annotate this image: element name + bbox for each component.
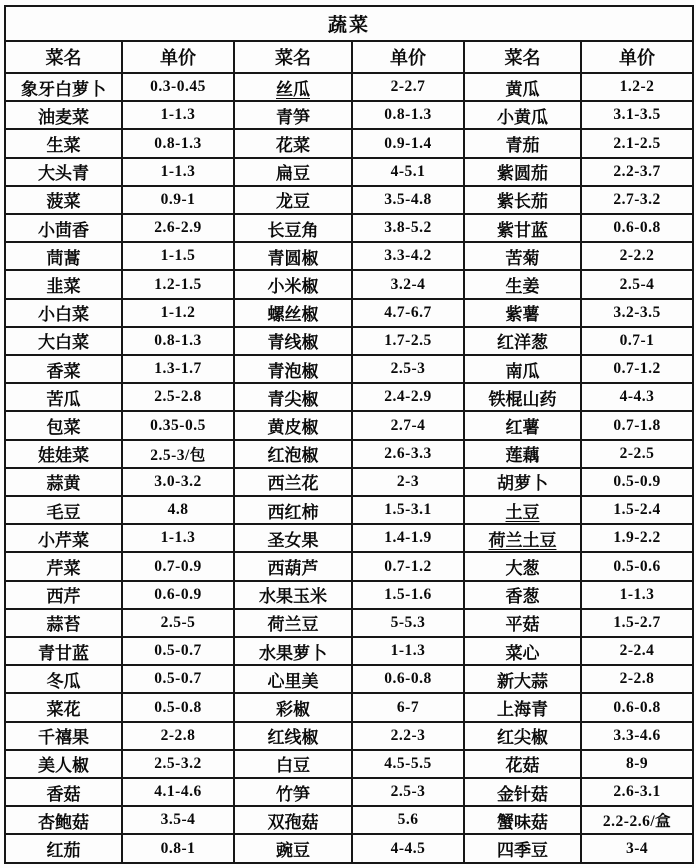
vegetable-name-cell: 油麦菜	[5, 101, 122, 129]
vegetable-name-cell: 茼蒿	[5, 242, 122, 270]
vegetable-name-cell: 菜心	[464, 637, 581, 665]
unit-price-cell: 2.1-2.5	[581, 129, 693, 157]
vegetable-name-cell: 荷兰土豆	[464, 524, 581, 552]
unit-price-cell: 1.2-2	[581, 73, 693, 101]
table-row	[5, 834, 693, 863]
unit-price-cell: 2.5-3.2	[122, 750, 234, 778]
vegetable-name-cell: 青笋	[234, 101, 352, 129]
table-row	[5, 214, 693, 242]
unit-price-cell: 2-3	[352, 468, 464, 496]
unit-price-cell: 1.5-3.1	[352, 496, 464, 524]
unit-price-cell: 3.5-4	[122, 806, 234, 834]
vegetable-name-cell: 菜花	[5, 693, 122, 721]
table-row	[5, 637, 693, 665]
unit-price-cell: 0.35-0.5	[122, 411, 234, 439]
unit-price-cell: 5.6	[352, 806, 464, 834]
vegetable-name-cell: 白豆	[234, 750, 352, 778]
table-row	[5, 609, 693, 637]
unit-price-cell: 4.7-6.7	[352, 299, 464, 327]
table-row	[5, 411, 693, 439]
unit-price-cell: 0.9-1	[122, 186, 234, 214]
table-row	[5, 327, 693, 355]
unit-price-cell: 0.6-0.8	[581, 214, 693, 242]
unit-price-cell: 2.5-5	[122, 609, 234, 637]
unit-price-cell: 1-1.3	[122, 158, 234, 186]
unit-price-cell: 1.4-1.9	[352, 524, 464, 552]
vegetable-name-cell: 蒜黄	[5, 468, 122, 496]
unit-price-cell: 4.8	[122, 496, 234, 524]
unit-price-cell: 2.2-3.7	[581, 158, 693, 186]
vegetable-name-cell: 胡萝卜	[464, 468, 581, 496]
unit-price-cell: 2.2-3	[352, 722, 464, 750]
vegetable-name-cell: 黄皮椒	[234, 411, 352, 439]
vegetable-name-cell: 红泡椒	[234, 440, 352, 468]
column-header-price: 单价	[122, 41, 234, 73]
vegetable-name-cell: 红洋葱	[464, 327, 581, 355]
table-row	[5, 581, 693, 609]
vegetable-name-cell: 包菜	[5, 411, 122, 439]
vegetable-name-cell: 青尖椒	[234, 383, 352, 411]
vegetable-name-cell: 韭菜	[5, 270, 122, 298]
unit-price-cell: 3.1-3.5	[581, 101, 693, 129]
vegetable-name-cell: 南瓜	[464, 355, 581, 383]
vegetable-name-cell: 象牙白萝卜	[5, 73, 122, 101]
vegetable-name-cell: 小芹菜	[5, 524, 122, 552]
vegetable-name-cell: 平菇	[464, 609, 581, 637]
unit-price-cell: 0.8-1.3	[352, 101, 464, 129]
vegetable-name-cell: 莲藕	[464, 440, 581, 468]
table-row	[5, 73, 693, 101]
table-row	[5, 186, 693, 214]
vegetable-name-cell: 螺丝椒	[234, 299, 352, 327]
unit-price-cell: 0.7-1.8	[581, 411, 693, 439]
unit-price-cell: 3-4	[581, 834, 693, 863]
unit-price-cell: 1.2-1.5	[122, 270, 234, 298]
price-table	[4, 5, 694, 864]
unit-price-cell: 2.6-3.1	[581, 778, 693, 806]
vegetable-name-cell: 丝瓜	[234, 73, 352, 101]
vegetable-name-cell: 青泡椒	[234, 355, 352, 383]
table-row	[5, 693, 693, 721]
unit-price-cell: 4.5-5.5	[352, 750, 464, 778]
vegetable-name-cell: 千禧果	[5, 722, 122, 750]
table-row	[5, 806, 693, 834]
vegetable-name-cell: 香菜	[5, 355, 122, 383]
vegetable-name-cell: 紫长茄	[464, 186, 581, 214]
unit-price-cell: 2.5-4	[581, 270, 693, 298]
unit-price-cell: 2.5-3/包	[122, 440, 234, 468]
vegetable-name-cell: 美人椒	[5, 750, 122, 778]
vegetable-name-cell: 西红柿	[234, 496, 352, 524]
vegetable-name-cell: 青甘蓝	[5, 637, 122, 665]
vegetable-name-cell: 冬瓜	[5, 665, 122, 693]
vegetable-name-cell: 圣女果	[234, 524, 352, 552]
unit-price-cell: 0.6-0.8	[352, 665, 464, 693]
vegetable-name-cell: 花菇	[464, 750, 581, 778]
vegetable-name-cell: 小白菜	[5, 299, 122, 327]
unit-price-cell: 4-5.1	[352, 158, 464, 186]
unit-price-cell: 0.3-0.45	[122, 73, 234, 101]
vegetable-name-cell: 扁豆	[234, 158, 352, 186]
unit-price-cell: 0.5-0.7	[122, 637, 234, 665]
unit-price-cell: 4-4.5	[352, 834, 464, 863]
vegetable-name-cell: 竹笋	[234, 778, 352, 806]
unit-price-cell: 1-1.3	[581, 581, 693, 609]
unit-price-cell: 0.6-0.9	[122, 581, 234, 609]
vegetable-name-cell: 彩椒	[234, 693, 352, 721]
unit-price-cell: 2-2.8	[581, 665, 693, 693]
vegetable-name-cell: 红薯	[464, 411, 581, 439]
unit-price-cell: 1-1.3	[122, 524, 234, 552]
unit-price-cell: 3.2-4	[352, 270, 464, 298]
unit-price-cell: 4.1-4.6	[122, 778, 234, 806]
table-row	[5, 665, 693, 693]
table-row	[5, 778, 693, 806]
unit-price-cell: 4-4.3	[581, 383, 693, 411]
table-row	[5, 101, 693, 129]
unit-price-cell: 0.7-1	[581, 327, 693, 355]
unit-price-cell: 2.6-3.3	[352, 440, 464, 468]
vegetable-name-cell: 水果玉米	[234, 581, 352, 609]
unit-price-cell: 2.5-3	[352, 355, 464, 383]
unit-price-cell: 1.3-1.7	[122, 355, 234, 383]
vegetable-name-cell: 四季豆	[464, 834, 581, 863]
unit-price-cell: 6-7	[352, 693, 464, 721]
vegetable-name-cell: 西芹	[5, 581, 122, 609]
unit-price-cell: 3.8-5.2	[352, 214, 464, 242]
column-header-name: 菜名	[234, 41, 352, 73]
vegetable-name-cell: 铁棍山药	[464, 383, 581, 411]
vegetable-name-cell: 红茄	[5, 834, 122, 863]
column-header-name: 菜名	[5, 41, 122, 73]
vegetable-name-cell: 西兰花	[234, 468, 352, 496]
vegetable-name-cell: 西葫芦	[234, 552, 352, 580]
unit-price-cell: 3.2-3.5	[581, 299, 693, 327]
unit-price-cell: 0.7-1.2	[581, 355, 693, 383]
unit-price-cell: 2.4-2.9	[352, 383, 464, 411]
unit-price-cell: 2-2.2	[581, 242, 693, 270]
vegetable-name-cell: 豌豆	[234, 834, 352, 863]
unit-price-cell: 0.8-1.3	[122, 129, 234, 157]
unit-price-cell: 1.5-1.6	[352, 581, 464, 609]
unit-price-cell: 0.7-0.9	[122, 552, 234, 580]
vegetable-name-cell: 大葱	[464, 552, 581, 580]
unit-price-cell: 0.5-0.8	[122, 693, 234, 721]
vegetable-name-cell: 小黄瓜	[464, 101, 581, 129]
table-row	[5, 355, 693, 383]
vegetable-name-cell: 蒜苔	[5, 609, 122, 637]
unit-price-cell: 1-1.5	[122, 242, 234, 270]
unit-price-cell: 2.2-2.6/盒	[581, 806, 693, 834]
unit-price-cell: 1.5-2.7	[581, 609, 693, 637]
unit-price-cell: 2-2.8	[122, 722, 234, 750]
vegetable-name-cell: 青线椒	[234, 327, 352, 355]
vegetable-name-cell: 大头青	[5, 158, 122, 186]
vegetable-name-cell: 娃娃菜	[5, 440, 122, 468]
unit-price-cell: 5-5.3	[352, 609, 464, 637]
vegetable-name-cell: 生菜	[5, 129, 122, 157]
table-row	[5, 270, 693, 298]
unit-price-cell: 1.7-2.5	[352, 327, 464, 355]
unit-price-cell: 1-1.3	[352, 637, 464, 665]
vegetable-name-cell: 苦瓜	[5, 383, 122, 411]
vegetable-name-cell: 蟹味菇	[464, 806, 581, 834]
vegetable-name-cell: 新大蒜	[464, 665, 581, 693]
unit-price-cell: 3.3-4.2	[352, 242, 464, 270]
unit-price-cell: 1.5-2.4	[581, 496, 693, 524]
unit-price-cell: 8-9	[581, 750, 693, 778]
vegetable-name-cell: 双孢菇	[234, 806, 352, 834]
table-row	[5, 552, 693, 580]
vegetable-name-cell: 长豆角	[234, 214, 352, 242]
vegetable-name-cell: 毛豆	[5, 496, 122, 524]
table-row	[5, 496, 693, 524]
column-header-price: 单价	[352, 41, 464, 73]
table-row	[5, 440, 693, 468]
table-row	[5, 750, 693, 778]
vegetable-name-cell: 紫圆茄	[464, 158, 581, 186]
vegetable-name-cell: 土豆	[464, 496, 581, 524]
vegetable-name-cell: 荷兰豆	[234, 609, 352, 637]
vegetable-name-cell: 心里美	[234, 665, 352, 693]
unit-price-cell: 2.7-3.2	[581, 186, 693, 214]
table-row	[5, 383, 693, 411]
unit-price-cell: 0.8-1	[122, 834, 234, 863]
table-row	[5, 722, 693, 750]
vegetable-name-cell: 青圆椒	[234, 242, 352, 270]
unit-price-cell: 3.3-4.6	[581, 722, 693, 750]
column-header-price: 单价	[581, 41, 693, 73]
unit-price-cell: 0.5-0.6	[581, 552, 693, 580]
title-row	[5, 6, 693, 41]
vegetable-name-cell: 水果萝卜	[234, 637, 352, 665]
unit-price-cell: 1.9-2.2	[581, 524, 693, 552]
unit-price-cell: 3.5-4.8	[352, 186, 464, 214]
unit-price-cell: 2-2.7	[352, 73, 464, 101]
unit-price-cell: 2.7-4	[352, 411, 464, 439]
vegetable-name-cell: 大白菜	[5, 327, 122, 355]
vegetable-name-cell: 龙豆	[234, 186, 352, 214]
vegetable-name-cell: 菠菜	[5, 186, 122, 214]
unit-price-cell: 3.0-3.2	[122, 468, 234, 496]
vegetable-name-cell: 香菇	[5, 778, 122, 806]
vegetable-name-cell: 花菜	[234, 129, 352, 157]
unit-price-cell: 0.6-0.8	[581, 693, 693, 721]
vegetable-name-cell: 生姜	[464, 270, 581, 298]
vegetable-name-cell: 黄瓜	[464, 73, 581, 101]
table-row	[5, 299, 693, 327]
vegetable-name-cell: 红线椒	[234, 722, 352, 750]
table-row	[5, 129, 693, 157]
unit-price-cell: 2.6-2.9	[122, 214, 234, 242]
vegetable-name-cell: 杏鲍菇	[5, 806, 122, 834]
unit-price-cell: 1-1.3	[122, 101, 234, 129]
vegetable-name-cell: 苦菊	[464, 242, 581, 270]
vegetable-name-cell: 青茄	[464, 129, 581, 157]
unit-price-cell: 0.5-0.7	[122, 665, 234, 693]
table-row	[5, 468, 693, 496]
unit-price-cell: 0.7-1.2	[352, 552, 464, 580]
vegetable-name-cell: 紫甘蓝	[464, 214, 581, 242]
column-header-name: 菜名	[464, 41, 581, 73]
unit-price-cell: 2.5-2.8	[122, 383, 234, 411]
table-row	[5, 242, 693, 270]
unit-price-cell: 0.5-0.9	[581, 468, 693, 496]
table-row	[5, 524, 693, 552]
vegetable-name-cell: 金针菇	[464, 778, 581, 806]
unit-price-cell: 2-2.4	[581, 637, 693, 665]
unit-price-cell: 0.8-1.3	[122, 327, 234, 355]
vegetable-name-cell: 上海青	[464, 693, 581, 721]
vegetable-name-cell: 芹菜	[5, 552, 122, 580]
vegetable-name-cell: 小米椒	[234, 270, 352, 298]
vegetable-name-cell: 紫薯	[464, 299, 581, 327]
table-header-row	[5, 41, 693, 73]
unit-price-cell: 0.9-1.4	[352, 129, 464, 157]
vegetable-name-cell: 小茴香	[5, 214, 122, 242]
unit-price-cell: 2-2.5	[581, 440, 693, 468]
table-row	[5, 158, 693, 186]
vegetable-name-cell: 香葱	[464, 581, 581, 609]
unit-price-cell: 1-1.2	[122, 299, 234, 327]
vegetable-name-cell: 红尖椒	[464, 722, 581, 750]
unit-price-cell: 2.5-3	[352, 778, 464, 806]
page-title: 蔬菜	[5, 6, 693, 41]
